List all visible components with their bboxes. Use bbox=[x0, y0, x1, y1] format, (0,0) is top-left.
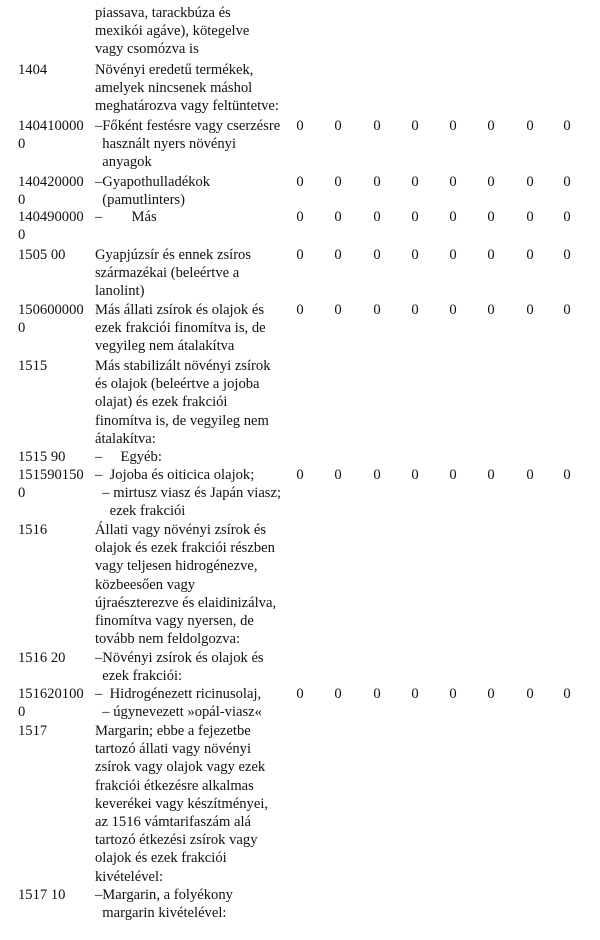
tariff-code bbox=[18, 61, 98, 79]
description-line: meghatározva vagy feltüntetve: bbox=[95, 98, 279, 115]
description-line: tartozó állati vagy növényi bbox=[95, 741, 252, 758]
code-line: 0 bbox=[18, 485, 26, 502]
description-line: Margarin; ebbe a fejezetbe bbox=[95, 723, 251, 739]
tariff-code bbox=[18, 521, 98, 539]
rate-value: 0 bbox=[487, 467, 495, 483]
rate-value: 0 bbox=[487, 686, 495, 702]
description-line: származékai (beleértve a bbox=[95, 265, 240, 282]
rate-value: 0 bbox=[563, 209, 571, 225]
description-line: – úgynevezett »opál-viasz« bbox=[95, 704, 262, 721]
description bbox=[95, 886, 310, 922]
rate-value: 0 bbox=[563, 118, 571, 134]
rate-value: 0 bbox=[296, 686, 304, 702]
rate-values bbox=[0, 685, 600, 703]
code-line: 0 bbox=[18, 136, 26, 153]
rate-value: 0 bbox=[373, 686, 381, 702]
description-line: Más állati zsírok és olajok és bbox=[95, 302, 265, 318]
description bbox=[95, 722, 310, 886]
rate-value: 0 bbox=[334, 209, 342, 225]
rate-value: 0 bbox=[296, 302, 304, 318]
rate-values bbox=[0, 246, 600, 264]
rate-value: 0 bbox=[563, 467, 571, 483]
code-line: 1516 bbox=[18, 522, 48, 538]
code-line: 140410000 bbox=[18, 118, 84, 134]
description-line: az 1516 vámtarifaszám alá bbox=[95, 814, 251, 831]
description-line: Gyapjúzsír és ennek zsíros bbox=[95, 247, 252, 263]
rate-value: 0 bbox=[334, 174, 342, 190]
rate-value: 0 bbox=[411, 209, 419, 225]
rate-value: 0 bbox=[526, 686, 534, 702]
rate-value: 0 bbox=[296, 174, 304, 190]
description-line: mexikói agáve), kötegelve bbox=[95, 23, 250, 40]
rate-value: 0 bbox=[334, 247, 342, 263]
description-line: és olajok (beleértve a jojoba bbox=[95, 376, 260, 393]
rate-value: 0 bbox=[487, 247, 495, 263]
tariff-code bbox=[18, 722, 98, 740]
rate-value: 0 bbox=[373, 118, 381, 134]
description-line: –Margarin, a folyékony bbox=[95, 887, 233, 903]
rate-value: 0 bbox=[411, 302, 419, 318]
description-line: –Gyapothulladékok bbox=[95, 174, 211, 190]
description bbox=[95, 448, 310, 466]
description-line: olajok és ezek frakciói részben bbox=[95, 540, 275, 557]
rate-value: 0 bbox=[411, 247, 419, 263]
description-line: –Főként festésre vagy cserzésre bbox=[95, 118, 281, 134]
description-line: – Hidrogénezett ricinusolaj, bbox=[95, 686, 262, 702]
description-line: lanolint) bbox=[95, 283, 145, 300]
description-line: kivételével: bbox=[95, 868, 164, 885]
code-line: 140420000 bbox=[18, 174, 84, 190]
description bbox=[95, 521, 310, 648]
description-line: olajok és ezek frakciói bbox=[95, 850, 227, 867]
rate-value: 0 bbox=[563, 302, 571, 318]
code-line: 1516 20 bbox=[18, 650, 66, 666]
rate-value: 0 bbox=[449, 118, 457, 134]
rate-values bbox=[0, 117, 600, 135]
code-line: 1515 90 bbox=[18, 449, 66, 465]
description bbox=[95, 61, 310, 116]
description-line: újraészterezve és elaidinizálva, bbox=[95, 594, 277, 611]
description-line: ezek frakciói bbox=[95, 503, 186, 520]
rate-value: 0 bbox=[296, 209, 304, 225]
rate-values bbox=[0, 208, 600, 226]
description-line: ezek frakciói: bbox=[95, 668, 183, 685]
rate-value: 0 bbox=[411, 467, 419, 483]
rate-values bbox=[0, 466, 600, 484]
rate-value: 0 bbox=[487, 174, 495, 190]
rate-value: 0 bbox=[373, 174, 381, 190]
description-line: vagy csomózva is bbox=[95, 41, 199, 58]
description-line: olajat) és ezek frakciói bbox=[95, 394, 228, 411]
rate-value: 0 bbox=[334, 467, 342, 483]
code-line: 1517 bbox=[18, 723, 48, 739]
code-line: 0 bbox=[18, 704, 26, 721]
rate-value: 0 bbox=[449, 247, 457, 263]
rate-value: 0 bbox=[334, 302, 342, 318]
code-line: 1404 bbox=[18, 62, 48, 78]
rate-value: 0 bbox=[526, 174, 534, 190]
description-line: tovább nem feldolgozva: bbox=[95, 631, 241, 648]
description-line: közbeesően vagy bbox=[95, 576, 196, 593]
rate-value: 0 bbox=[449, 302, 457, 318]
rate-value: 0 bbox=[334, 118, 342, 134]
description-line: – Egyéb: bbox=[95, 449, 162, 465]
description-line: Növényi eredetű termékek, bbox=[95, 62, 254, 78]
rate-value: 0 bbox=[526, 247, 534, 263]
description-line: finomítva vagy nyersen, de bbox=[95, 613, 254, 630]
description-line: keverékei vagy készítményei, bbox=[95, 795, 269, 812]
rate-value: 0 bbox=[373, 467, 381, 483]
tariff-code bbox=[18, 448, 98, 466]
description-line: finomítva is, de vegyileg nem bbox=[95, 412, 269, 429]
description-line: zsírok vagy olajok vagy ezek bbox=[95, 759, 266, 776]
tariff-code bbox=[18, 649, 98, 667]
code-line: 0 bbox=[18, 227, 26, 244]
description-line: piassava, tarackbúza és bbox=[95, 5, 231, 21]
rate-value: 0 bbox=[563, 174, 571, 190]
description-line: anyagok bbox=[95, 154, 152, 171]
rate-value: 0 bbox=[449, 467, 457, 483]
code-line: 151620100 bbox=[18, 686, 84, 702]
description-line: (pamutlinters) bbox=[95, 192, 185, 209]
rate-value: 0 bbox=[526, 302, 534, 318]
rate-value: 0 bbox=[563, 247, 571, 263]
description-line: Más stabilizált növényi zsírok bbox=[95, 358, 271, 374]
rate-value: 0 bbox=[334, 686, 342, 702]
rate-value: 0 bbox=[296, 247, 304, 263]
description-line: vegyileg nem átalakítva bbox=[95, 338, 235, 355]
description-line: használt nyers növényi bbox=[95, 136, 237, 153]
description bbox=[95, 4, 310, 59]
rate-value: 0 bbox=[449, 209, 457, 225]
rate-values bbox=[0, 173, 600, 191]
rate-value: 0 bbox=[411, 686, 419, 702]
rate-value: 0 bbox=[296, 467, 304, 483]
description-line: Állati vagy növényi zsírok és bbox=[95, 522, 267, 538]
code-line: 1505 00 bbox=[18, 247, 66, 263]
rate-value: 0 bbox=[526, 209, 534, 225]
code-line: 1517 10 bbox=[18, 887, 66, 903]
description-line: – Más bbox=[95, 209, 157, 225]
description-line: – mirtusz viasz és Japán viasz; bbox=[95, 485, 282, 502]
rate-value: 0 bbox=[411, 118, 419, 134]
description-line: ezek frakciói finomítva is, de bbox=[95, 320, 266, 337]
rate-value: 0 bbox=[563, 686, 571, 702]
description-line: vagy teljesen hidrogénezve, bbox=[95, 558, 258, 575]
rate-value: 0 bbox=[487, 209, 495, 225]
rate-value: 0 bbox=[373, 302, 381, 318]
rate-value: 0 bbox=[411, 174, 419, 190]
code-line: 0 bbox=[18, 192, 26, 209]
description-line: tartozó étkezési zsírok vagy bbox=[95, 832, 258, 849]
rate-value: 0 bbox=[526, 467, 534, 483]
rate-value: 0 bbox=[487, 302, 495, 318]
rate-value: 0 bbox=[487, 118, 495, 134]
tariff-code bbox=[18, 886, 98, 904]
rate-value: 0 bbox=[449, 686, 457, 702]
rate-value: 0 bbox=[449, 174, 457, 190]
code-line: 151590150 bbox=[18, 467, 84, 483]
description bbox=[95, 357, 310, 448]
description-line: margarin kivételével: bbox=[95, 905, 227, 922]
code-line: 140490000 bbox=[18, 209, 84, 225]
description-line: frakciói étkezésre alkalmas bbox=[95, 777, 254, 794]
rate-value: 0 bbox=[373, 247, 381, 263]
rate-value: 0 bbox=[296, 118, 304, 134]
description-line: átalakítva: bbox=[95, 430, 156, 447]
rate-values bbox=[0, 301, 600, 319]
description-line: – Jojoba és oiticica olajok; bbox=[95, 467, 255, 483]
description-line: amelyek nincsenek máshol bbox=[95, 80, 253, 97]
description bbox=[95, 649, 310, 685]
rate-value: 0 bbox=[373, 209, 381, 225]
code-line: 150600000 bbox=[18, 302, 84, 318]
rate-value: 0 bbox=[526, 118, 534, 134]
description-line: –Növényi zsírok és olajok és bbox=[95, 650, 264, 666]
code-line: 0 bbox=[18, 320, 26, 337]
code-line: 1515 bbox=[18, 358, 48, 374]
tariff-code bbox=[18, 357, 98, 375]
